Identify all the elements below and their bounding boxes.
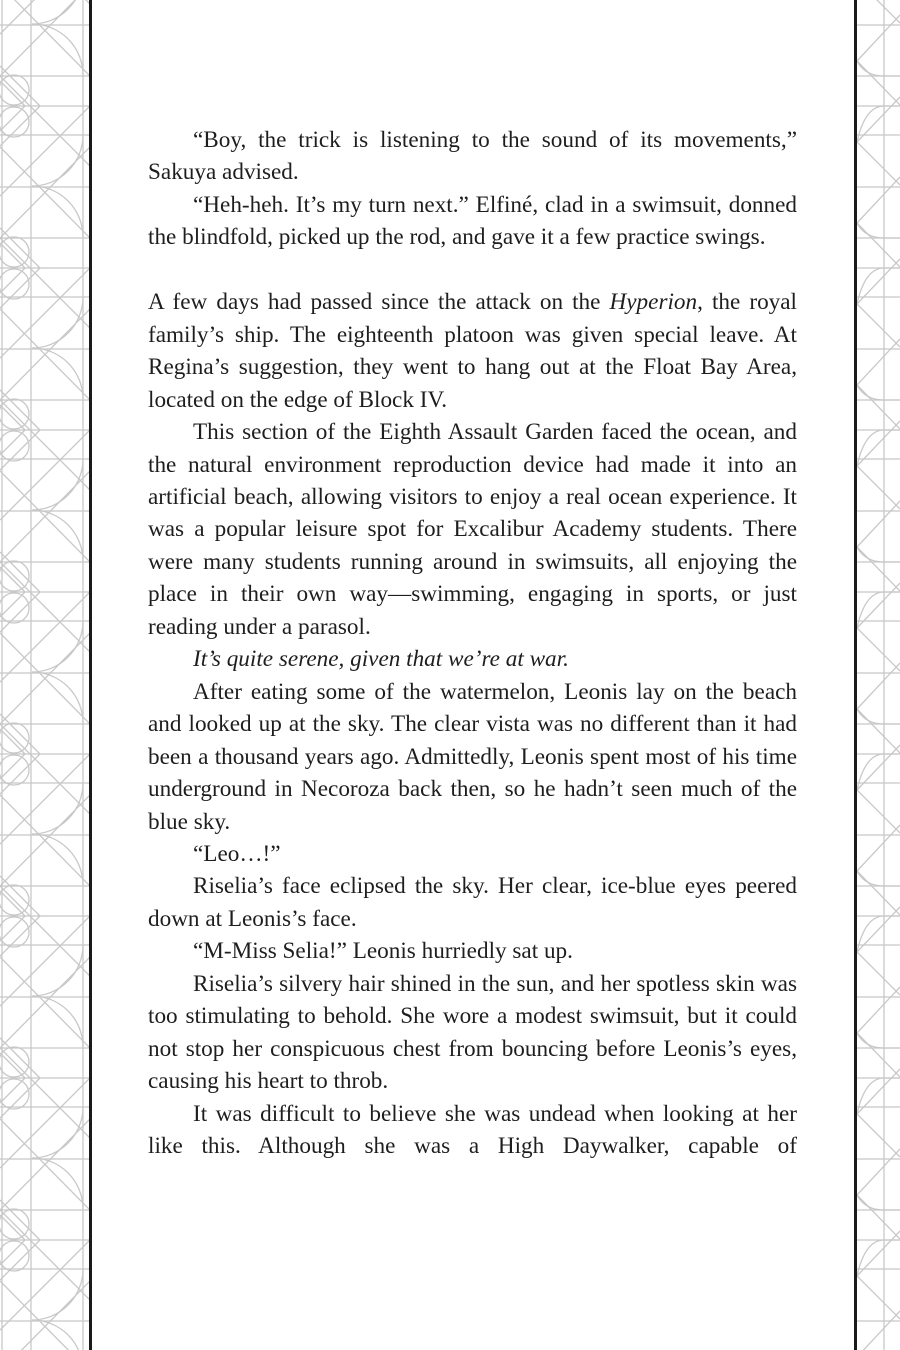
pattern-arc <box>857 1078 900 1114</box>
pattern-line <box>0 1048 90 1138</box>
pattern-arc <box>857 430 900 466</box>
pattern-line <box>857 790 900 833</box>
pattern-line <box>0 754 40 794</box>
pattern-line <box>0 268 40 308</box>
pattern-line <box>0 916 90 1006</box>
pattern-line <box>0 1240 90 1330</box>
pattern-line <box>0 390 40 430</box>
geometric-pattern-right <box>857 0 900 1350</box>
pattern-line <box>857 0 900 23</box>
pattern-arc <box>32 459 83 561</box>
pattern-arc <box>857 61 900 76</box>
pattern-arc <box>32 783 83 885</box>
pattern-line <box>857 663 900 709</box>
pattern-arc <box>32 135 83 237</box>
book-page <box>92 0 854 1350</box>
pattern-line <box>0 1210 90 1300</box>
italic-text: Hyperion <box>609 289 698 316</box>
paragraph <box>148 968 797 1098</box>
pattern-line <box>857 466 900 509</box>
pattern-line <box>0 724 90 814</box>
pattern-line <box>0 430 90 520</box>
text-segment: “Boy, the trick is listening to the sound of its movements,” Sakuya advised. <box>148 127 797 186</box>
italic-text: It’s quite serene, given that we’re at war. <box>193 646 569 673</box>
pattern-arc <box>857 754 900 790</box>
pattern-line <box>0 1078 40 1118</box>
pattern-line <box>0 106 40 146</box>
pattern-line <box>857 304 900 347</box>
pattern-line <box>857 1033 900 1077</box>
pattern-line <box>857 177 900 223</box>
pattern-arc <box>32 621 83 723</box>
body-text <box>148 124 797 1162</box>
pattern-line <box>857 1195 900 1239</box>
pattern-arc <box>857 1240 900 1276</box>
pattern-line <box>0 1240 25 1265</box>
pattern-line <box>857 547 900 591</box>
pattern-line <box>857 1149 900 1195</box>
text-segment: This section of the Eighth Assault Garden faced the ocean, and the natural environment reproduction device had made it into an artificial beach, allowing visitors to enjoy a real ocean experience. It was a popular leisure spot for Excalibur Academy students. There were many students running around in swimsuits, all enjoying the place in their own way—swimming, engaging in sports, or just reading under a parasol. <box>148 419 797 640</box>
pattern-line <box>0 1038 40 1078</box>
pattern-arc <box>32 1107 83 1209</box>
paragraph <box>148 935 797 967</box>
pattern-line <box>0 714 40 754</box>
pattern-line <box>0 1200 40 1240</box>
pattern-line <box>0 238 90 328</box>
pattern-arc <box>857 385 900 400</box>
paragraph <box>148 1098 797 1163</box>
pattern-line <box>0 268 25 293</box>
pattern-line <box>0 0 90 4</box>
decorative-border-left <box>0 0 90 1350</box>
text-segment: Riselia’s face eclipsed the sky. Her clear, ice-blue eyes peered down at Leonis’s face. <box>148 873 797 932</box>
pattern-line <box>0 66 40 106</box>
pattern-arc <box>857 547 900 562</box>
pattern-line <box>857 952 900 995</box>
pattern-line <box>0 754 90 844</box>
paragraph <box>148 870 797 935</box>
pattern-line <box>0 1053 25 1078</box>
pattern-line <box>0 400 90 490</box>
pattern-line <box>0 76 90 166</box>
pattern-line <box>857 1114 900 1157</box>
pattern-line <box>0 1215 25 1240</box>
paragraph <box>148 838 797 870</box>
paragraph <box>148 643 797 675</box>
pattern-line <box>0 1078 25 1103</box>
pattern-arc <box>857 1033 900 1048</box>
pattern-line <box>857 871 900 915</box>
pattern-arc <box>857 268 900 304</box>
pattern-line <box>0 592 25 617</box>
pattern-line <box>0 228 40 268</box>
pattern-line <box>0 876 40 916</box>
pattern-arc <box>857 916 900 952</box>
pattern-arc <box>857 871 900 886</box>
pattern-arc <box>857 709 900 724</box>
pattern-line <box>0 1281 90 1350</box>
pattern-line <box>0 0 90 76</box>
pattern-line <box>857 501 900 547</box>
pattern-line <box>0 106 90 196</box>
decorative-border-right <box>857 0 900 1350</box>
paragraph <box>148 124 797 189</box>
text-segment: “M-Miss Selia!” Leonis hurriedly sat up. <box>193 938 573 965</box>
geometric-pattern-left <box>0 0 90 1350</box>
pattern-line <box>0 567 25 592</box>
pattern-line <box>857 142 900 185</box>
pattern-line <box>0 268 90 358</box>
text-segment: , the royal family’s ship. The eighteenth platoon was given special leave. At Regina’s suggestion, they went to hang out at the Float Bay Area, located on the edge of Block IV. <box>148 289 797 413</box>
pattern-line <box>0 916 25 941</box>
text-segment: It was difficult to believe she was undead when looking at her like this. Although she was a High Daywalker, capable of <box>148 1100 797 1160</box>
pattern-line <box>857 709 900 753</box>
pattern-line <box>857 628 900 671</box>
pattern-line <box>0 106 25 131</box>
pattern-line <box>857 385 900 429</box>
pattern-arc <box>32 0 83 75</box>
pattern-line <box>0 1240 40 1280</box>
pattern-line <box>857 987 900 1033</box>
pattern-line <box>0 916 40 956</box>
pattern-line <box>857 825 900 871</box>
pattern-line <box>0 0 90 76</box>
pattern-line <box>0 405 25 430</box>
pattern-arc <box>32 945 83 1047</box>
pattern-line <box>857 223 900 267</box>
pattern-arc <box>32 297 83 399</box>
pattern-line <box>0 754 25 779</box>
pattern-line <box>857 1311 900 1350</box>
page-frame-right-rule <box>854 0 857 1350</box>
pattern-arc <box>857 1195 900 1210</box>
pattern-line <box>857 61 900 105</box>
text-segment: After eating some of the watermelon, Leonis lay on the beach and looked up at the sky. The clear vista was no different than it had been a thousand years ago. Admittedly, Leonis spent most of his time underground in Necoroza back then, so he hadn’t seen much of the blue sky. <box>148 678 797 835</box>
pattern-line <box>0 1078 90 1168</box>
pattern-arc <box>857 592 900 628</box>
pattern-arc <box>857 223 900 238</box>
text-segment: “Leo…!” <box>193 840 281 867</box>
pattern-line <box>0 562 90 652</box>
text-segment: Riselia’s silvery hair shined in the sun, and her spotless skin was too stimulating to behold. She wore a modest swimsuit, but it could not stop her conspicuous chest from bouncing before Leonis’s eyes, causing his heart to throb. <box>148 970 797 1095</box>
pattern-arc <box>857 106 900 142</box>
pattern-line <box>857 15 900 61</box>
pattern-line <box>0 430 25 455</box>
pattern-line <box>0 1281 90 1350</box>
paragraph <box>148 416 797 643</box>
pattern-line <box>0 0 90 34</box>
pattern-line <box>0 891 25 916</box>
pattern-line <box>857 339 900 385</box>
text-segment: A few days had passed since the attack on the <box>148 289 610 316</box>
pattern-line <box>0 430 40 470</box>
pattern-line <box>0 243 25 268</box>
paragraph <box>148 676 797 838</box>
pattern-line <box>0 592 40 632</box>
pattern-line <box>0 729 25 754</box>
pattern-line <box>0 552 40 592</box>
pattern-line <box>0 81 25 106</box>
paragraph <box>148 189 797 254</box>
pattern-line <box>857 1276 900 1319</box>
text-segment: “Heh-heh. It’s my turn next.” Elfiné, clad in a swimsuit, donned the blindfold, picked up the rod, and gave it a few practice swings. <box>148 191 797 251</box>
pattern-arc <box>32 1269 83 1350</box>
pattern-line <box>0 886 90 976</box>
pattern-line <box>0 592 90 682</box>
paragraph <box>148 286 797 416</box>
